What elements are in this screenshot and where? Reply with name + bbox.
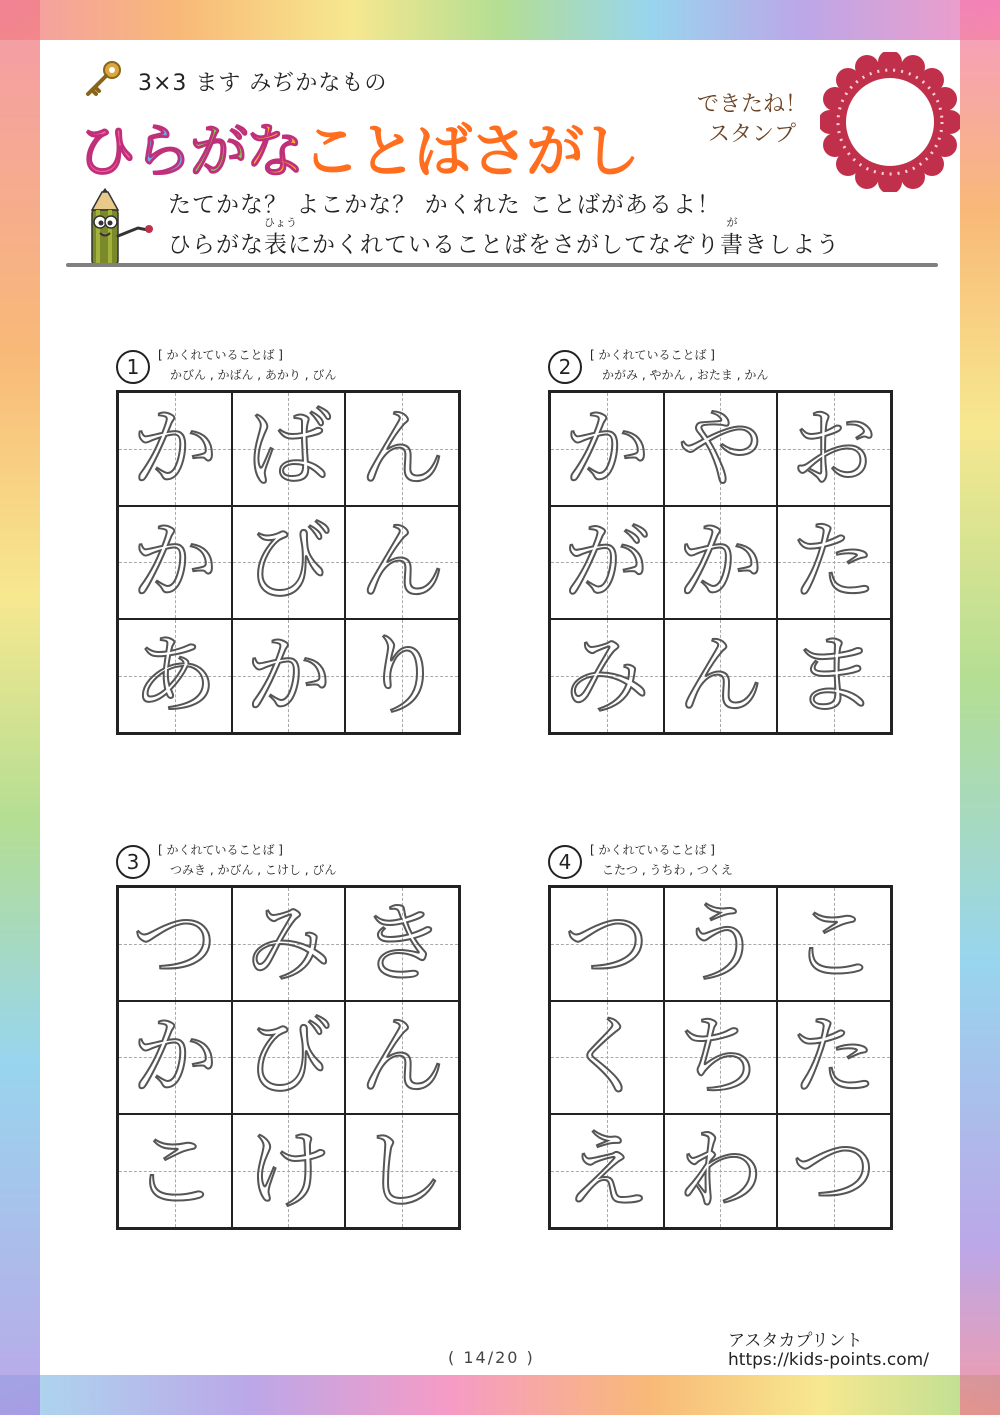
trace-char: ん [359,512,446,613]
trace-char: や [677,398,764,499]
hidden-words-label: [ かくれていることば ] [590,348,715,362]
grid-cell[interactable] [345,1114,459,1228]
grid-cell[interactable] [777,1114,891,1228]
hidden-words-list: かびん , かばん , あかり , びん [170,368,337,382]
grid-cell[interactable] [345,506,459,620]
trace-char: り [359,626,446,727]
grid-cell[interactable] [118,1001,232,1115]
stamp-frame-icon [820,52,960,192]
kanji-kaku: 書 [720,232,744,258]
letter-grid [116,390,461,735]
header-divider [66,263,938,267]
trace-char: た [791,1007,878,1108]
letter-grid [548,885,893,1230]
site-url-link[interactable]: https://kids-points.com/ [728,1350,929,1370]
grid-cell[interactable] [664,506,778,620]
trace-char: こ [791,893,878,994]
stamp-label [692,90,812,150]
puzzle-number: 1 [116,350,150,384]
title-char-4: な [246,117,303,185]
grid-cell[interactable] [345,619,459,733]
trace-char: あ [131,626,218,727]
stamp-label-line1: できたね！ [696,92,807,117]
title-char-1: ひ [78,117,135,185]
grid-cell[interactable] [118,619,232,733]
grid-cell[interactable] [345,392,459,506]
title-char-3: が [190,117,247,185]
instruction-line-2 [168,216,840,259]
hidden-words-label: [ かくれていることば ] [158,843,283,857]
grid-cell[interactable] [550,1001,664,1115]
grid-cell[interactable] [550,887,664,1001]
grid-cell[interactable] [118,392,232,506]
puzzle-number: 2 [548,350,582,384]
trace-char: か [131,512,218,613]
ruby-ga: が [726,216,738,229]
trace-char: ん [677,626,764,727]
hidden-words-list: つみき , かびん , こけし , びん [170,863,337,877]
grid-cell[interactable] [664,1001,778,1115]
grid-cell[interactable] [232,1001,346,1115]
brand-name: アスタカプリント [728,1331,863,1351]
grid-cell[interactable] [550,392,664,506]
trace-char: こ [131,1121,218,1222]
trace-char: く [563,1007,650,1108]
worksheet-subtitle: 3×3 ます みぢかなもの [138,71,388,96]
grid-cell[interactable] [118,887,232,1001]
grid-cell[interactable] [777,506,891,620]
letter-grid [548,390,893,735]
grid-cell[interactable] [777,887,891,1001]
trace-char: し [359,1121,446,1222]
trace-char: う [677,893,764,994]
trace-char: か [245,626,332,727]
trace-char: か [131,1007,218,1108]
grid-cell[interactable] [232,1114,346,1228]
trace-char: か [677,512,764,613]
trace-char: ん [359,1007,446,1108]
hidden-words-list: かがみ , やかん , おたま , かん [602,368,769,382]
trace-char: ま [791,626,878,727]
grid-cell[interactable] [550,506,664,620]
grid-cell[interactable] [118,1114,232,1228]
instruction-line-2-b: にかくれていることばをさがしてなぞり [288,232,720,258]
grid-cell[interactable] [550,1114,664,1228]
worksheet-title [78,104,638,188]
trace-char: み [245,893,332,994]
hidden-words-label: [ かくれていることば ] [158,348,283,362]
grid-cell[interactable] [664,392,778,506]
grid-cell[interactable] [664,887,778,1001]
grid-cell[interactable] [232,392,346,506]
grid-cell[interactable] [345,887,459,1001]
title-char-2: ら [134,117,191,185]
trace-char: が [563,512,650,613]
trace-char: わ [677,1121,764,1222]
trace-char: ば [245,398,332,499]
grid-cell[interactable] [777,392,891,506]
trace-char: え [563,1121,650,1222]
grid-cell[interactable] [664,619,778,733]
trace-char: つ [791,1121,878,1222]
instruction-line-1: たてかな？ よこかな？ かくれた ことばがあるよ！ [168,192,721,218]
hidden-words-label: [ かくれていることば ] [590,843,715,857]
trace-char: か [131,398,218,499]
hidden-words-list: こたつ , うちわ , つくえ [602,863,733,877]
trace-char: た [791,512,878,613]
trace-char: ん [359,398,446,499]
trace-char: び [245,1007,332,1108]
stamp-label-line2: スタンプ [707,122,796,147]
instruction-line-2-c: きしよう [744,232,840,258]
grid-cell[interactable] [232,506,346,620]
grid-cell[interactable] [345,1001,459,1115]
trace-char: お [791,398,878,499]
trace-char: け [245,1121,332,1222]
instruction-line-2-a: ひらがな [168,232,264,258]
trace-char: び [245,512,332,613]
pencil-mascot-icon [78,188,158,268]
puzzle-number: 3 [116,845,150,879]
grid-cell[interactable] [777,619,891,733]
trace-char: ち [677,1007,764,1108]
title-main: ことばさがし [302,117,639,185]
grid-cell[interactable] [232,619,346,733]
trace-char: み [563,626,650,727]
puzzle-number: 4 [548,845,582,879]
key-icon [80,58,124,102]
trace-char: つ [131,893,218,994]
letter-grid [116,885,461,1230]
trace-char: つ [563,893,650,994]
grid-cell[interactable] [777,1001,891,1115]
kanji-hyou: 表 [264,232,288,258]
page-number: ( 14/20 ) [448,1348,535,1367]
ruby-hyou: ひょう [264,216,297,229]
grid-cell[interactable] [664,1114,778,1228]
grid-cell[interactable] [118,506,232,620]
grid-cell[interactable] [232,887,346,1001]
trace-char: か [563,398,650,499]
trace-char: き [359,893,446,994]
grid-cell[interactable] [550,619,664,733]
